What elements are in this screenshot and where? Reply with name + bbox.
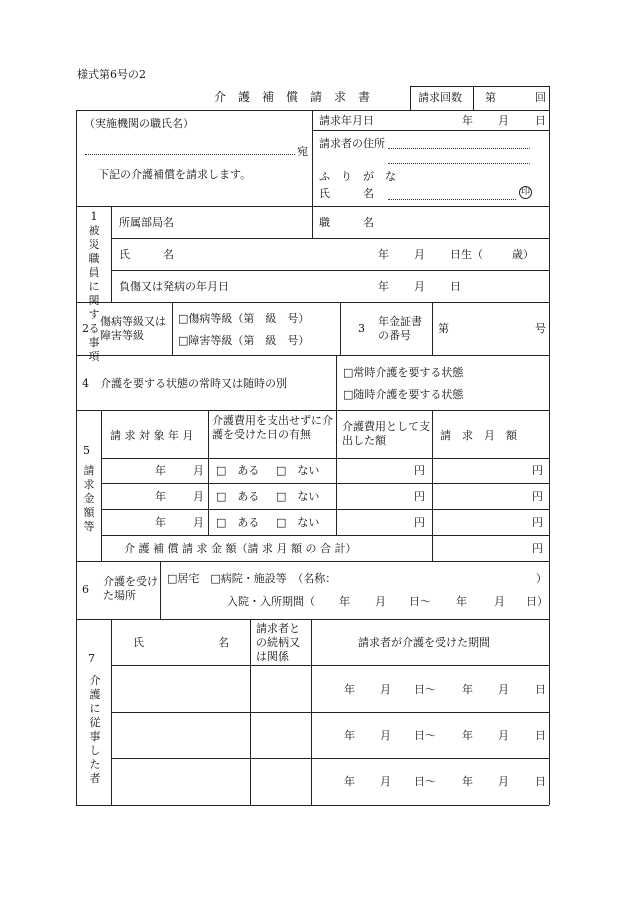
job-title-label: 職 名 xyxy=(319,216,374,229)
section3-label: 年金証書の番号 xyxy=(378,315,422,342)
paid-yen: 円 xyxy=(414,516,425,529)
care-end-day: 日 xyxy=(535,683,546,696)
amount-yen: 円 xyxy=(532,516,543,529)
paid-yen: 円 xyxy=(414,464,425,477)
section5-label: 請求金額等 xyxy=(83,464,95,533)
row-month-unit: 月 xyxy=(193,516,204,529)
injury-date-field[interactable] xyxy=(330,274,530,298)
pension-cert-dai: 第 xyxy=(438,322,449,335)
claimant-name-field[interactable] xyxy=(388,168,516,199)
care-end-year: 年 xyxy=(462,683,473,696)
care-end-day: 日 xyxy=(535,729,546,742)
col-monthly-amount: 請 求 月 額 xyxy=(440,429,517,442)
row-year-unit: 年 xyxy=(155,516,166,529)
care-start-year: 年 xyxy=(344,775,355,788)
care-end-month: 月 xyxy=(498,775,509,788)
department-label: 所属部局名 xyxy=(119,216,174,229)
caregiver-name-field[interactable] xyxy=(115,716,245,754)
claim-date-label: 請求年月日 xyxy=(319,114,374,127)
constant-care-option[interactable]: □常時介護を要する状態 xyxy=(343,366,464,379)
care-no-option[interactable]: □ ない xyxy=(276,490,320,503)
claimant-address-label: 請求者の住所 xyxy=(319,137,385,150)
care-yes-option[interactable]: □ ある xyxy=(216,490,260,503)
care-no-option[interactable]: □ ない xyxy=(276,516,320,529)
section6-label: 介護を受けた場所 xyxy=(103,575,158,602)
row-year-unit: 年 xyxy=(155,490,166,503)
paid-yen: 円 xyxy=(414,490,425,503)
relation-field[interactable] xyxy=(254,762,307,801)
care-start-month: 月 xyxy=(380,683,391,696)
care-yes-option[interactable]: □ ある xyxy=(216,516,260,529)
admission-start-year: 年 xyxy=(339,595,350,608)
admission-period-label: 入院・入所期間（ xyxy=(227,595,315,608)
care-end-year: 年 xyxy=(462,729,473,742)
furigana-label: ふ り が な xyxy=(319,170,396,183)
seal-mark: 印 xyxy=(520,187,530,197)
injury-day: 日 xyxy=(450,280,461,293)
form-title: 介 護 補 償 請 求 書 xyxy=(214,90,371,104)
addressee-honorific: 宛 xyxy=(297,145,308,158)
birth-year: 年 xyxy=(378,248,389,261)
row-month-unit: 月 xyxy=(193,490,204,503)
total-claim-label: 介 護 補 償 請 求 金 額（請 求 月 額 の 合 計） xyxy=(124,542,357,555)
relation-field[interactable] xyxy=(254,716,307,754)
institution-label: （実施機関の職氏名） xyxy=(84,117,194,130)
form-number: 様式第6号の2 xyxy=(77,68,146,81)
claim-count-dai: 第 xyxy=(485,91,496,104)
claim-date-month: 月 xyxy=(498,114,509,127)
claim-date-year: 年 xyxy=(462,114,473,127)
pension-cert-go: 号 xyxy=(535,322,546,335)
care-period-col: 請求者が介護を受けた期間 xyxy=(358,636,490,649)
care-start-year: 年 xyxy=(344,729,355,742)
row-month-unit: 月 xyxy=(193,464,204,477)
section1-heading: 1 被災職員に関する事項 xyxy=(88,210,100,363)
pension-cert-field[interactable] xyxy=(452,318,532,336)
care-place-close: ） xyxy=(536,572,547,585)
care-range-sep: 日〜 xyxy=(414,683,436,696)
admission-end-month: 月 xyxy=(494,595,505,608)
care-start-month: 月 xyxy=(380,775,391,788)
section4-label: 4 介護を要する状態の常時又は随時の別 xyxy=(82,377,287,390)
caregiver-name-field[interactable] xyxy=(115,669,245,708)
claimant-name-label: 氏 名 xyxy=(319,187,374,200)
institution-field[interactable] xyxy=(85,136,295,154)
amount-yen: 円 xyxy=(532,490,543,503)
facility-name-field[interactable] xyxy=(352,570,532,586)
care-start-year: 年 xyxy=(344,683,355,696)
injury-date-label: 負傷又は発病の年月日 xyxy=(119,280,229,293)
victim-name-label: 氏 名 xyxy=(119,248,174,261)
total-yen: 円 xyxy=(532,542,543,555)
care-end-year: 年 xyxy=(462,775,473,788)
admission-start-month: 月 xyxy=(375,595,386,608)
amount-yen: 円 xyxy=(532,464,543,477)
col-paid-amount: 介護費用として支出した額 xyxy=(342,420,430,447)
caregiver-name-col-1: 氏 xyxy=(133,636,144,649)
care-place-options[interactable]: □居宅 □病院・施設等 （名称： xyxy=(167,572,337,585)
birth-day-suffix: 日生（ xyxy=(450,248,483,261)
department-field[interactable] xyxy=(190,210,308,234)
col-care-without-cost: 介護費用を支出せずに介護を受けた日の有無 xyxy=(212,414,333,441)
age-suffix: 歳） xyxy=(512,248,534,261)
admission-end-year: 年 xyxy=(456,595,467,608)
relation-field[interactable] xyxy=(254,669,307,708)
caregiver-name-col-2: 名 xyxy=(218,636,229,649)
admission-end-day: 日） xyxy=(526,595,548,608)
injury-year: 年 xyxy=(378,280,389,293)
care-end-day: 日 xyxy=(535,775,546,788)
claimant-address-field[interactable] xyxy=(388,134,530,164)
claim-date-field[interactable] xyxy=(380,112,545,128)
claim-date-day: 日 xyxy=(535,114,546,127)
col-claim-period: 請 求 対 象 年 月 xyxy=(110,429,194,442)
care-range-sep: 日〜 xyxy=(414,729,436,742)
section5-number: 5 xyxy=(83,444,90,457)
section2-number: 2 xyxy=(82,322,89,335)
section7-label: 介護に従事した者 xyxy=(89,674,101,785)
job-title-field[interactable] xyxy=(380,210,545,234)
relation-col: 請求者との続柄又は関係 xyxy=(256,622,300,663)
victim-name-field[interactable] xyxy=(180,242,370,266)
claim-count-field[interactable] xyxy=(500,87,530,107)
care-yes-option[interactable]: □ ある xyxy=(216,464,260,477)
request-text: 下記の介護補償を請求します。 xyxy=(98,168,252,181)
caregiver-name-field[interactable] xyxy=(115,762,245,801)
care-no-option[interactable]: □ ない xyxy=(276,464,320,477)
section3-number: 3 xyxy=(358,322,365,335)
occasional-care-option[interactable]: □随時介護を要する状態 xyxy=(343,388,464,401)
section2-label: 傷病等級又は障害等級 xyxy=(100,315,166,342)
section6-number: 6 xyxy=(82,583,89,596)
care-end-month: 月 xyxy=(498,683,509,696)
care-start-month: 月 xyxy=(380,729,391,742)
injury-grade-option[interactable]: □傷病等級（第 級 号） xyxy=(178,312,310,325)
care-range-sep: 日〜 xyxy=(414,775,436,788)
claim-count-label: 請求回数 xyxy=(418,91,462,104)
injury-month: 月 xyxy=(414,280,425,293)
row-year-unit: 年 xyxy=(155,464,166,477)
total-amount-field[interactable] xyxy=(436,538,528,558)
section7-number: 7 xyxy=(88,652,95,665)
claim-count-kai: 回 xyxy=(535,91,546,104)
birth-month: 月 xyxy=(414,248,425,261)
care-end-month: 月 xyxy=(498,729,509,742)
disability-grade-option[interactable]: □障害等級（第 級 号） xyxy=(178,334,310,347)
admission-range-sep: 日〜 xyxy=(409,595,431,608)
